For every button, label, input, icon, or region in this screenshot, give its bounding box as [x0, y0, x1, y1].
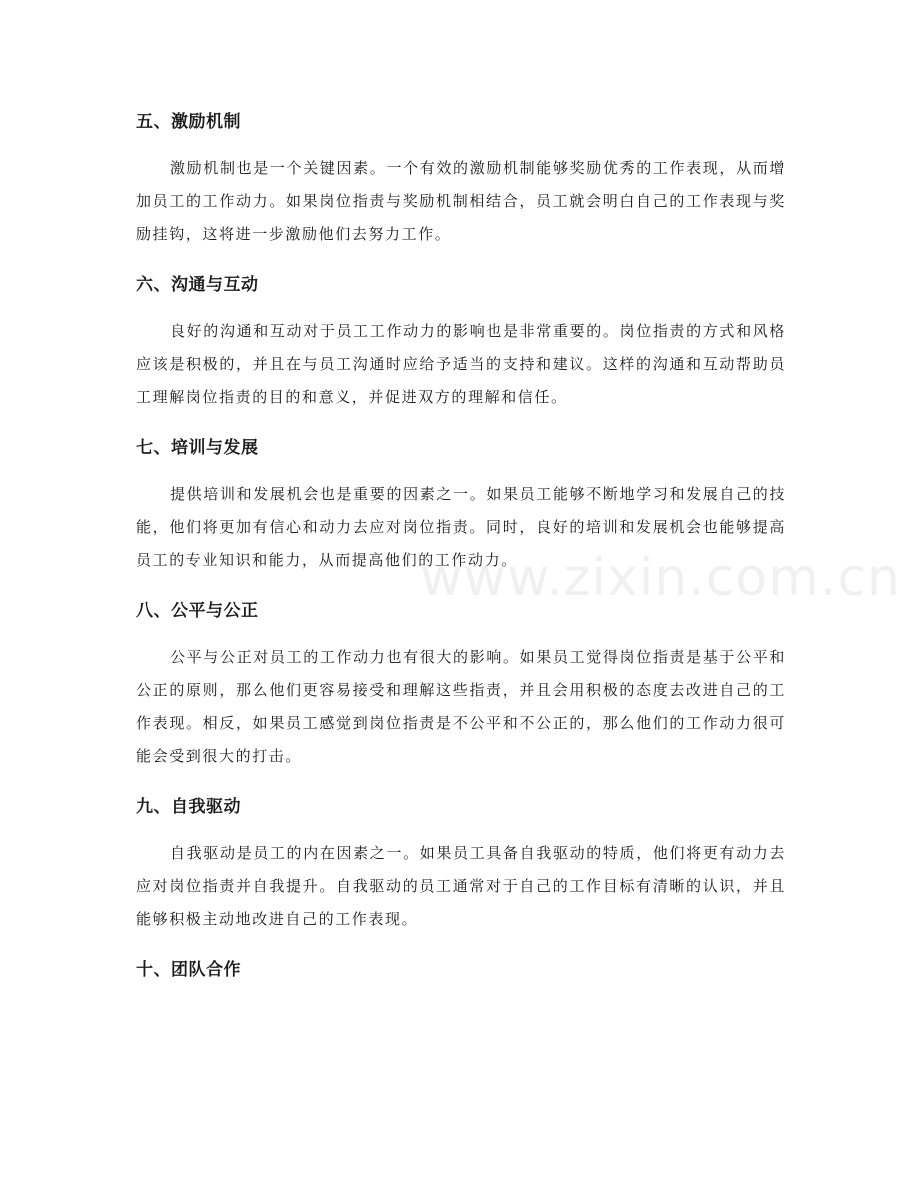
- section-7: [136, 432, 786, 577]
- section-paragraph: 良好的沟通和互动对于员工工作动力的影响也是非常重要的。岗位指责的方式和风格应该是积极的，并且在与员工沟通时应给予适当的支持和建议。这样的沟通和互动帮助员工理解岗位指责的目的和意义，并促进双方的理解和信任。: [136, 322, 786, 406]
- section-paragraph: 激励机制也是一个关键因素。一个有效的激励机制能够奖励优秀的工作表现，从而增加员工的工作动力。如果岗位指责与奖励机制相结合，员工就会明白自己的工作表现与奖励挂钩，这将进一步激励他们去努力工作。: [136, 159, 786, 243]
- section-9: [136, 791, 786, 936]
- section-5: [136, 106, 786, 251]
- section-heading: 八、公平与公正: [136, 601, 259, 621]
- section-heading: 九、自我驱动: [136, 797, 241, 817]
- section-paragraph: 自我驱动是员工的内在因素之一。如果员工具备自我驱动的特质，他们将更有动力去应对岗位指责并自我提升。自我驱动的员工通常对于自己的工作目标有清晰的认识，并且能够积极主动地改进自己的工作表现。: [136, 844, 786, 928]
- section-heading: 六、沟通与互动: [136, 275, 259, 295]
- section-10: [136, 954, 786, 986]
- section-paragraph: 公平与公正对员工的工作动力也有很大的影响。如果员工觉得岗位指责是基于公平和公正的原则，那么他们更容易接受和理解这些指责，并且会用积极的态度去改进自己的工作表现。相反，如果员工感觉到岗位指责是不公平和不公正的，那么他们的工作动力很可能会受到很大的打击。: [136, 648, 786, 765]
- section-6: [136, 269, 786, 414]
- section-8: [136, 595, 786, 773]
- watermark: www.zixin.com.cn: [420, 548, 901, 608]
- section-heading: 十、团队合作: [136, 960, 241, 980]
- section-paragraph: 提供培训和发展机会也是重要的因素之一。如果员工能够不断地学习和发展自己的技能，他们将更加有信心和动力去应对岗位指责。同时，良好的培训和发展机会也能够提高员工的专业知识和能力，从而提高他们的工作动力。: [136, 485, 786, 569]
- section-heading: 五、激励机制: [136, 112, 241, 132]
- section-heading: 七、培训与发展: [136, 438, 259, 458]
- document-content: [136, 106, 786, 986]
